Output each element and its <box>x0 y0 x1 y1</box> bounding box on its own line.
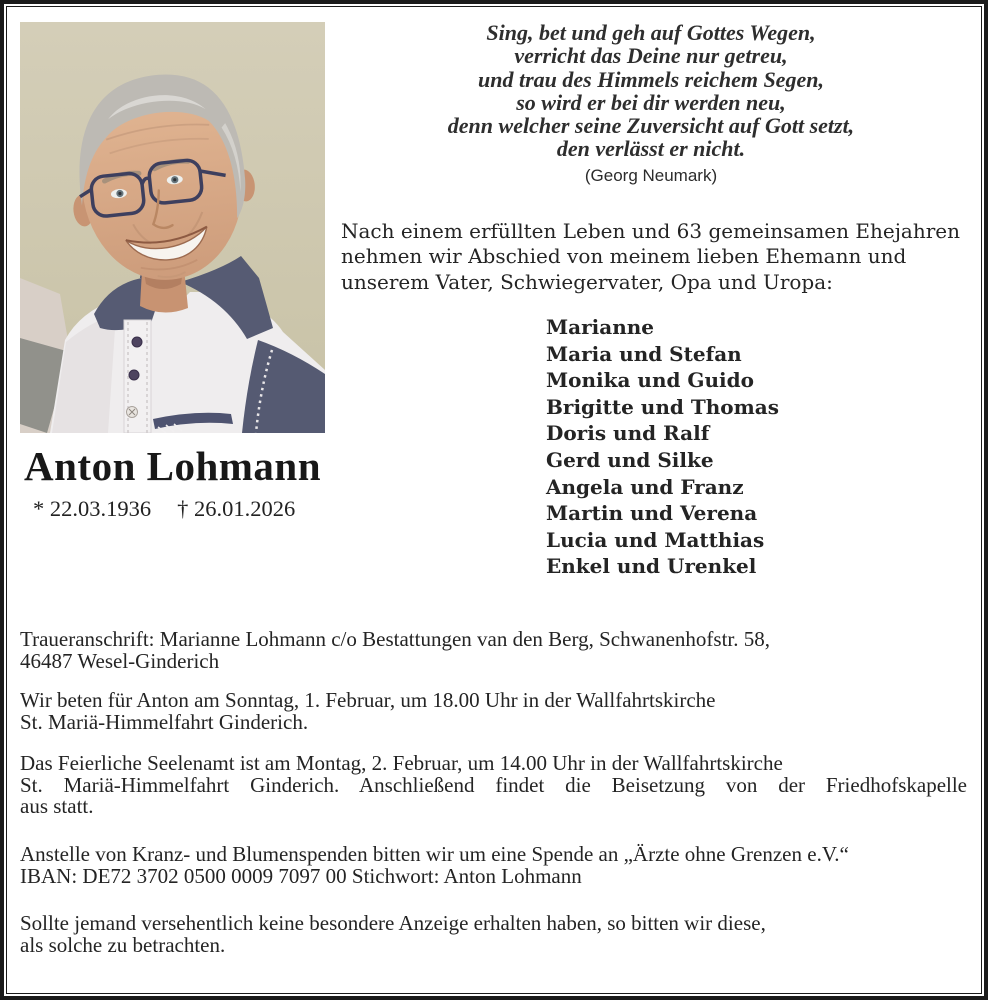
portrait-photo <box>20 22 325 433</box>
portrait-illustration <box>20 22 325 433</box>
mourners-list <box>546 314 779 580</box>
mourner-name: Martin und Verena <box>546 501 758 526</box>
intro-paragraph <box>341 219 960 295</box>
poem-line: denn welcher seine Zuversicht auf Gott setzt, <box>447 113 855 139</box>
poem-line: und trau des Himmels reichem Segen, <box>478 66 824 92</box>
note-line: Sollte jemand versehentlich keine besondere Anzeige erhalten haben, so bitten wir diese, <box>20 911 766 935</box>
service-line: aus statt. <box>20 794 94 819</box>
mourner-name: Lucia und Matthias <box>546 527 765 552</box>
note-line: als solche zu betrachten. <box>20 932 226 957</box>
mourner-name: Angela und Franz <box>546 474 744 499</box>
prayer-paragraph <box>20 690 967 733</box>
prayer-line: St. Mariä-Himmelfahrt Ginderich. <box>20 709 309 734</box>
poem-line: den verlässt er nicht. <box>556 136 746 162</box>
poem-line: so wird er bei dir werden neu, <box>516 89 786 115</box>
service-paragraph <box>20 753 967 818</box>
deceased-name: Anton Lohmann <box>24 443 322 489</box>
birth-date: * 22.03.1936 <box>33 496 152 521</box>
donation-paragraph <box>20 844 967 887</box>
address-line: 46487 Wesel-Ginderich <box>20 648 220 673</box>
mourner-name: Monika und Guido <box>546 368 754 393</box>
mourner-name: Maria und Stefan <box>546 341 742 366</box>
mourner-name: Gerd und Silke <box>546 447 714 472</box>
poem-attribution: (Georg Neumark) <box>584 166 718 185</box>
note-paragraph <box>20 913 967 956</box>
intro-line: unserem Vater, Schwiegervater, Opa und Uropa: <box>341 269 833 294</box>
address-paragraph <box>20 629 967 672</box>
mourner-name: Marianne <box>546 315 654 339</box>
mourner-name: Enkel und Urenkel <box>546 554 757 579</box>
intro-line: Nach einem erfüllten Leben und 63 gemeinsamen Ehejahren <box>341 219 960 243</box>
donation-line: Anstelle von Kranz- und Blumenspenden bitten wir um eine Spende an „Ärzte ohne Grenzen e.V.“ <box>20 842 849 866</box>
intro-line: nehmen wir Abschied von meinem lieben Ehemann und <box>341 244 907 269</box>
poem-line: verricht das Deine nur getreu, <box>514 43 788 69</box>
death-date: † 26.01.2026 <box>177 496 296 521</box>
life-dates <box>33 496 295 522</box>
poem <box>342 21 960 161</box>
service-line: St. Mariä-Himmelfahrt Ginderich. Anschließend findet die Beisetzung von der Friedhofskapelle <box>20 772 967 797</box>
mourner-name: Brigitte und Thomas <box>546 394 779 419</box>
donation-line: IBAN: DE72 3702 0500 0009 7097 00 Stichwort: Anton Lohmann <box>20 863 582 888</box>
address-line: Traueranschrift: Marianne Lohmann c/o Bestattungen van den Berg, Schwanenhofstr. 58, <box>20 627 770 651</box>
prayer-line: Wir beten für Anton am Sonntag, 1. Februar, um 18.00 Uhr in der Wallfahrtskirche <box>20 688 716 712</box>
poem-line: Sing, bet und geh auf Gottes Wegen, <box>486 20 816 45</box>
mourner-name: Doris und Ralf <box>546 421 710 446</box>
service-line: Das Feierliche Seelenamt ist am Montag, 2. Februar, um 14.00 Uhr in der Wallfahrtskirche <box>20 751 783 775</box>
